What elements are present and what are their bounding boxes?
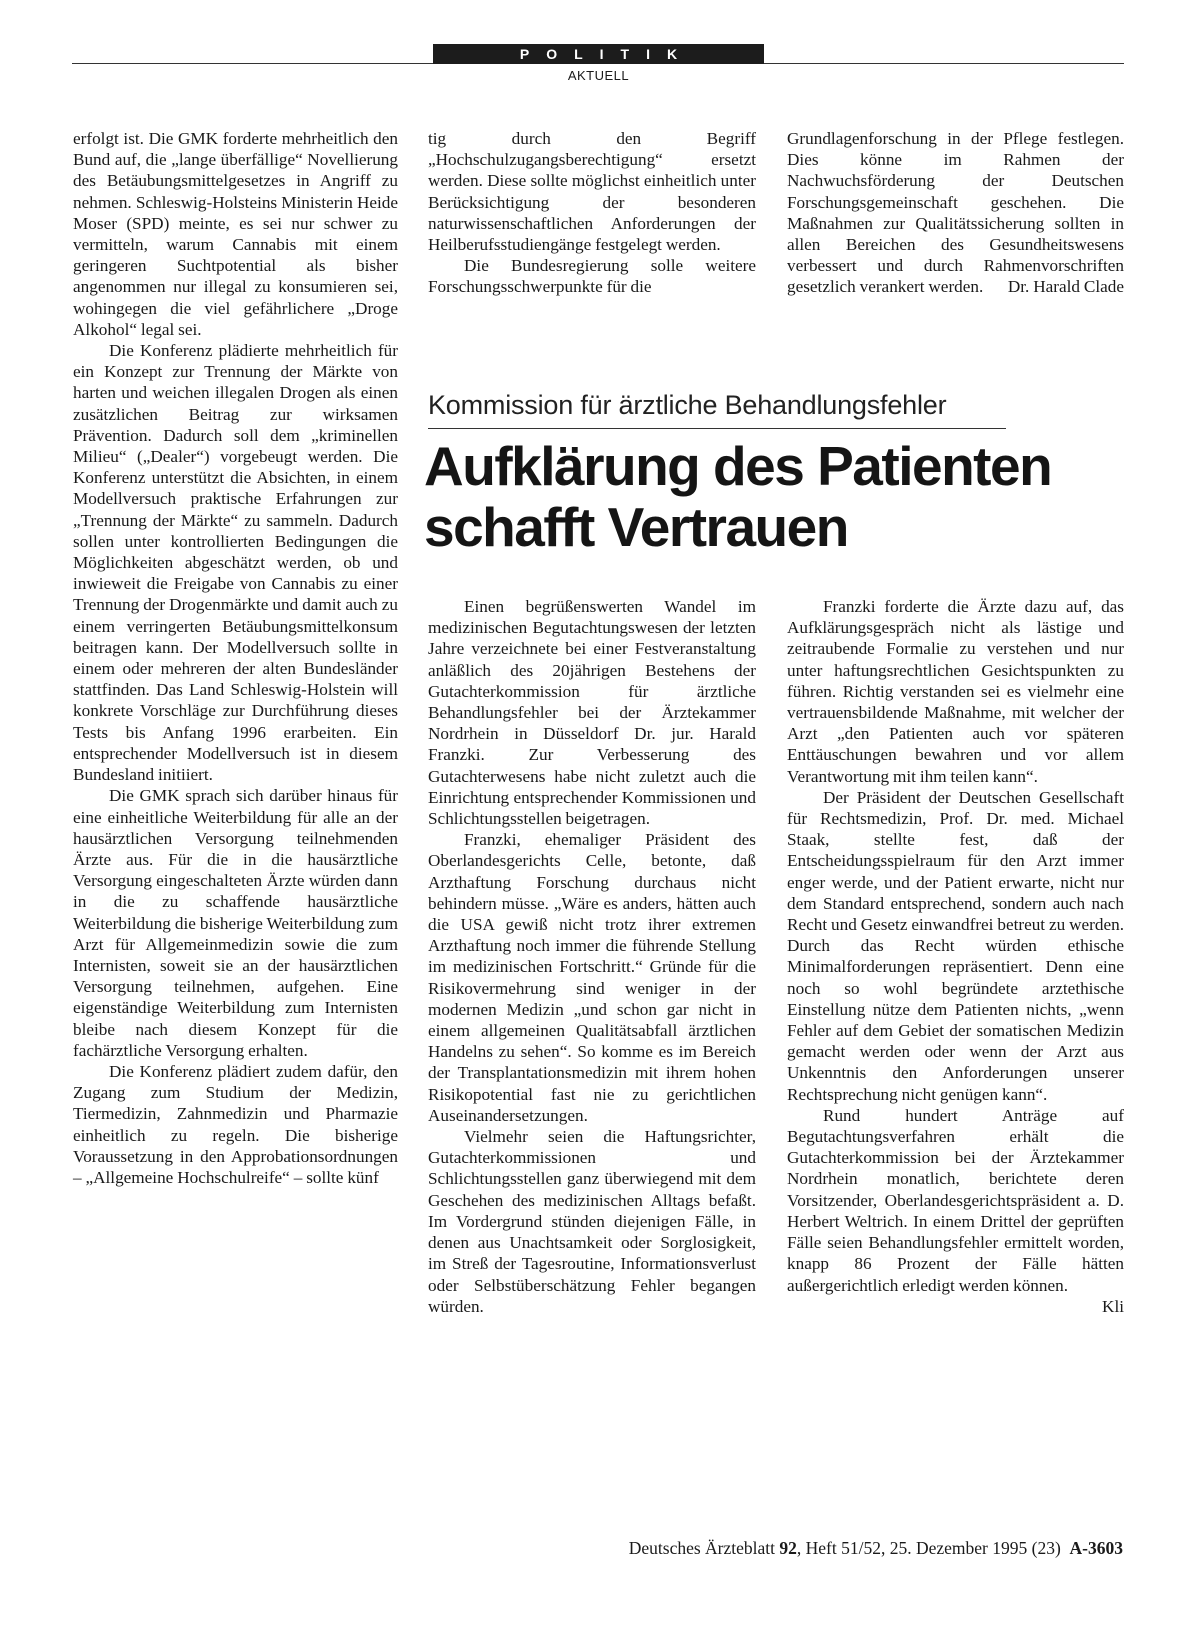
headline-line: Aufklärung des Patienten: [424, 435, 1052, 497]
paragraph: Die Konferenz plädierte mehrheitlich für ein Konzept zur Trennung der Märkte von harten und weichen illegalen Drogen als einen zusätzlichen Beitrag zur wirksamen Prävention. Dadurch soll dem „kriminellen Milieu“ („Dealer“) vorgebeugt werden. Die Konferenz unterstützt die Absichten, in einem Modellversuch praktische Erfahrungen zur „Trennung der Märkte“ zu sammeln. Dadurch sollen unter kontrollierten Bedingungen die Möglichkeiten abgeschätzt werden, ob und inwieweit die Freigabe von Cannabis zu einer Trennung der Drogenmärkte und damit auch zu einem verringerten Betäubungsmittelkonsum beitragen kann. Der Modellversuch sollte in einem oder mehreren der alten Bundesländer stattfinden. Das Land Schleswig-Holstein will konkrete Vorschläge zur Durchführung dieses Tests bis Anfang 1996 erarbeiten. Ein entsprechender Modellversuch ist in diesem Bundesland initiiert.: [73, 341, 398, 785]
journal-name: Deutsches Ärzteblatt: [628, 1538, 776, 1558]
prev-article-column-2: [428, 128, 756, 298]
paragraph: Einen begrüßenswerten Wandel im medizinischen Begutachtungswesen der letzten Jahre verzeichnete bei einer Festveranstaltung anläßlich des 20jährigen Bestehens der Gutachterkommission für ärztliche Behandlungsfehler bei der Ärztekammer Nordrhein in Düsseldorf Dr. jur. Harald Franzki. Zur Verbesserung des Gutachterwesens habe nicht zuletzt auch die Einrichtung entsprechender Kommissionen und Schlichtungsstellen beigetragen.: [428, 597, 756, 829]
paragraph: Franzki forderte die Ärzte dazu auf, das Aufklärungsgespräch nicht als lästige und zeitraubende Formalie zu verstehen und nur unter haftungsrechtlichen Gesichtspunkten zu führen. Richtig verstanden sei es vielmehr eine vertrauensbildende Maßnahme, mit welcher der Arzt „den Patienten auch vor späteren Enttäuschungen bewahren und vor allem Verantwortung mit ihm teilen kann“.: [787, 597, 1124, 786]
article-column-2: [428, 596, 756, 1317]
paragraph: [787, 1105, 1124, 1316]
paragraph: Die Bundesregierung solle weitere Forschungsschwerpunkte für die: [428, 256, 756, 297]
paragraph: [787, 128, 1124, 298]
headline-line: schafft Vertrauen: [424, 496, 848, 558]
paragraph: erfolgt ist. Die GMK forderte mehrheitlich den Bund auf, die „lange überfällige“ Novellierung des Betäubungsmittelgesetzes in Angriff zu nehmen. Schleswig-Holsteins Ministerin Heide Moser (SPD) meinte, es sei nur schwer zu vermitteln, warum Cannabis mit einem geringeren Suchtpotential als bisher angenommen nur illegal zu konsumieren sei, wohingegen die viel gefährlichere „Droge Alkohol“ legal sei.: [73, 129, 398, 339]
paragraph-text: Rund hundert Anträge auf Begutachtungsverfahren erhält die Gutachterkommission bei der Ärztekammer Nordrhein monatlich, berichtete deren Vorsitzender, Oberlandesgerichtspräsident a. D. Herbert Weltrich. In einem Drittel der geprüften Fälle seien Behandlungsfehler ermittelt worden, knapp 86 Prozent der Fälle hätten außergerichtlich erledigt werden können.: [787, 1105, 1124, 1295]
section-banner: POLITIK: [433, 44, 764, 64]
volume-number: 92: [779, 1538, 797, 1558]
kicker-rule: [428, 428, 1006, 429]
page-footer: [629, 1538, 1123, 1559]
paragraph: Die Konferenz plädiert zudem dafür, den Zugang zum Studium der Medizin, Tiermedizin, Zahnmedizin und Pharmazie einheitlich zu regeln. Die bisherige Voraussetzung in den Approbationsordnungen – „Allgemeine Hochschulreife“ – sollte künf: [73, 1061, 398, 1187]
paragraph: tig durch den Begriff „Hochschulzugangsberechtigung“ ersetzt werden. Diese sollte möglichst einheitlich unter Berücksichtigung der besonderen naturwissenschaftlichen Anforderungen der Heilberufsstudiengänge festgelegt werden.: [428, 129, 756, 255]
signature: Kli: [1102, 1296, 1124, 1316]
paragraph-text: Grundlagenforschung in der Pflege festlegen. Dies könne im Rahmen der Nachwuchsförderung der Deutschen Forschungsgemeinschaft geschehen. Die Maßnahmen zur Qualitätssicherung sollten in allen Bereichen des Gesundheitswesens verbessert und durch Rahmenvorschriften gesetzlich verankert werden.: [787, 129, 1124, 297]
article-column-3: [787, 596, 1124, 1317]
issue-info: , Heft 51/52, 25. Dezember 1995 (23): [796, 1538, 1061, 1558]
prev-article-column-3: [787, 128, 1124, 298]
article-headline: [424, 436, 1124, 558]
section-subhead: AKTUELL: [567, 68, 630, 83]
paragraph: Der Präsident der Deutschen Gesellschaft für Rechtsmedizin, Prof. Dr. med. Michael Staak, stellte fest, daß der Entscheidungsspielraum für den Arzt immer enger werde, und der Patient erwarte, nicht nur dem Standard entsprechend, sondern auch nach Recht und Gesetz einwandfrei betreut zu werden. Durch das Recht würden ethische Minimalforderungen repräsentiert. Denn eine noch so wohl begründete arztethische Einstellung nütze dem Patienten nichts, „wenn Fehler auf dem Gebiet der somatischen Medizin gemacht werden oder wenn der Arzt aus Unkenntnis den Anforderungen unserer Rechtsprechung nicht genügen kann“.: [787, 787, 1124, 1104]
paragraph: Franzki, ehemaliger Präsident des Oberlandesgerichts Celle, betonte, daß Arzthaftung Forschung durchaus nicht behindern müsse. „Wäre es anders, hätten auch die USA gewiß nicht trotz ihrer extremen Arzthaftung noch immer die führende Stellung im medizinischen Fortschritt.“ Gründe für die Risikovermehrung sind weniger in der modernen Medizin „und schon gar nicht in einem allgemeinen Qualitätsabfall ärztlichen Handelns zu sehen“. So komme es im Bereich der Transplantationsmedizin mit ihrem hohen Risikopotential fast nie zu gerichtlichen Auseinandersetzungen.: [428, 830, 756, 1125]
page-number: A-3603: [1069, 1538, 1123, 1558]
byline: Dr. Harald Clade: [1007, 277, 1124, 297]
prev-article-column-1: [73, 128, 398, 1188]
paragraph: Die GMK sprach sich darüber hinaus für eine einheitliche Weiterbildung für alle an der hausärztlichen Versorgung teilnehmenden Ärzte aus. Für die in die hausärztliche Versorgung eingeschalteten Ärzte würden dann in die zu schaffende hausärztliche Weiterbildung die bisherige Weiterbildung zum Arzt für Allgemeinmedizin sowie die zum Internisten, soweit sie an der hausärztlichen Versorgung teilnehmen, aufgehen. Eine eigenständige Weiterbildung zum Internisten bleibe nach diesem Konzept für die fachärztliche Versorgung erhalten.: [73, 786, 398, 1060]
article-kicker: Kommission für ärztliche Behandlungsfehler: [428, 390, 947, 420]
paragraph: Vielmehr seien die Haftungsrichter, Gutachterkommissionen und Schlichtungsstellen ganz überwiegend mit dem Geschehen des medizinischen Alltags befaßt. Im Vordergrund stünden diejenigen Fälle, in denen aus Unachtsamkeit oder Sorglosigkeit, im Streß der Tagesroutine, Informationsverlust oder Selbstüberschätzung Fehler begangen würden.: [428, 1127, 756, 1316]
